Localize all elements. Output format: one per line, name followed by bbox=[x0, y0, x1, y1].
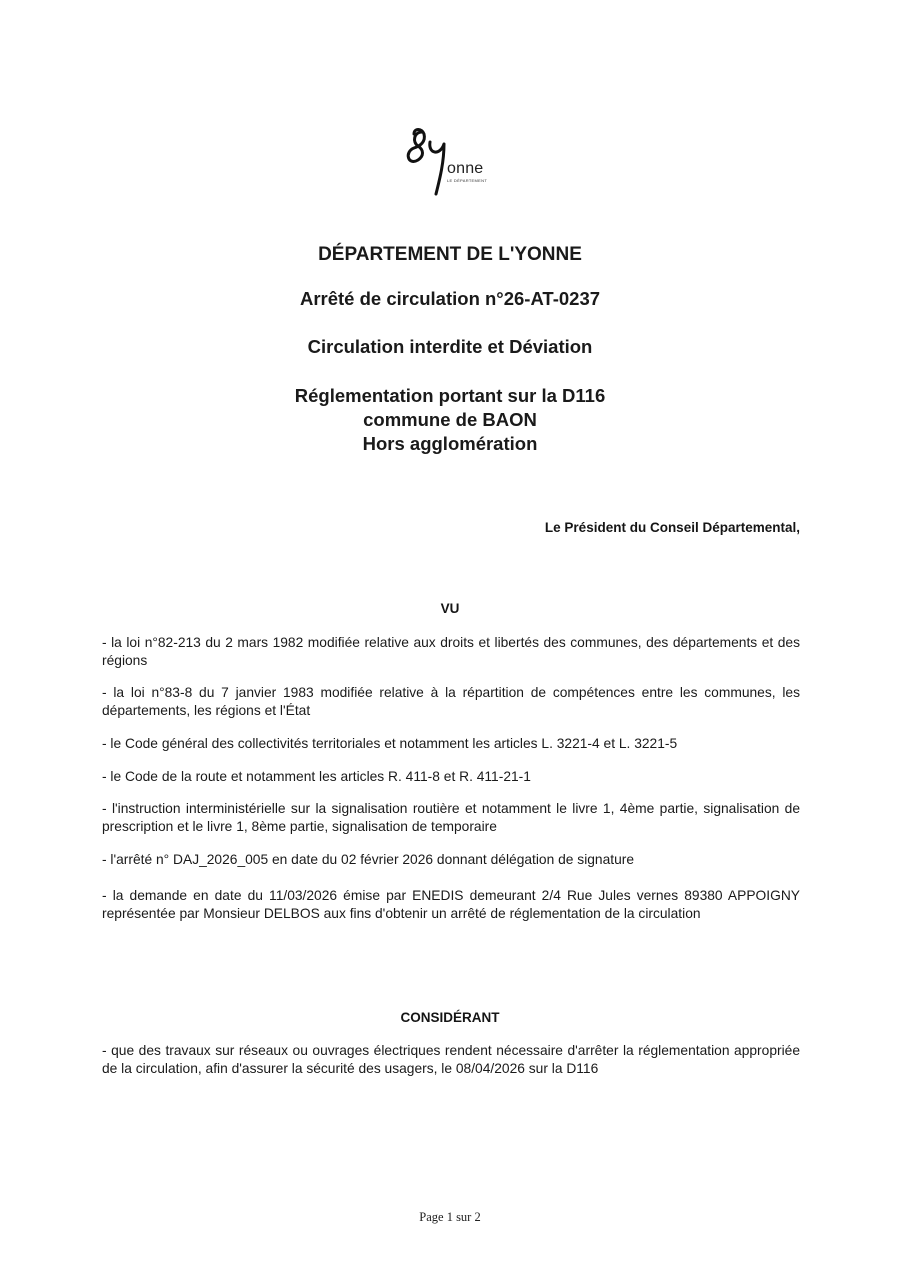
regulation-line: Réglementation portant sur la D116 bbox=[294, 385, 606, 406]
arrete-number: Arrêté de circulation n°26-AT-0237 bbox=[299, 288, 601, 309]
arrete-subject: Circulation interdite et Déviation bbox=[307, 336, 593, 357]
vu-item: - l'arrêté n° DAJ_2026_005 en date du 02 février 2026 donnant délégation de signature bbox=[102, 852, 635, 867]
considerant-title: CONSIDÉRANT bbox=[400, 1010, 500, 1025]
vu-item: - le Code de la route et notamment les articles R. 411-8 et R. 411-21-1 bbox=[102, 769, 531, 784]
yonne-logo bbox=[400, 122, 510, 204]
page-number: Page 1 sur 2 bbox=[419, 1210, 481, 1224]
regulation-line: commune de BAON bbox=[363, 409, 537, 430]
vu-item: - la demande en date du 11/03/2026 émise par ENEDIS demeurant 2/4 Rue Jules vernes 89380 APPOIGNY représentée par Monsieur DELBOS aux fins d'obtenir un arrêté de réglementation de la circulation bbox=[102, 888, 800, 921]
vu-title: VU bbox=[440, 601, 460, 616]
logo-subtitle: LE DÉPARTEMENT bbox=[447, 178, 488, 183]
vu-item: - l'instruction interministérielle sur la signalisation routière et notamment le livre 1, 4ème partie, signalisation de prescription et le livre 1, 8ème partie, signalisation de temporaire bbox=[102, 801, 800, 834]
regulation-block bbox=[0, 384, 900, 456]
regulation-line: Hors agglomération bbox=[362, 433, 538, 454]
vu-item: - la loi n°82-213 du 2 mars 1982 modifiée relative aux droits et libertés des communes, des départements et des régions bbox=[102, 635, 800, 668]
considerant-item: - que des travaux sur réseaux ou ouvrages électriques rendent nécessaire d'arrêter la réglementation appropriée de la circulation, afin d'assurer la sécurité des usagers, le 08/04/2026 sur la D116 bbox=[102, 1043, 800, 1076]
vu-item: - le Code général des collectivités territoriales et notamment les articles L. 3221-4 et L. 3221-5 bbox=[102, 736, 678, 751]
vu-item: - la loi n°83-8 du 7 janvier 1983 modifiée relative à la répartition de compétences entre les communes, les départements, les régions et l'État bbox=[102, 685, 800, 718]
logo-word: onne bbox=[447, 160, 484, 177]
department-heading: DÉPARTEMENT DE L'YONNE bbox=[318, 244, 582, 265]
president-line: Le Président du Conseil Départemental, bbox=[544, 520, 800, 535]
